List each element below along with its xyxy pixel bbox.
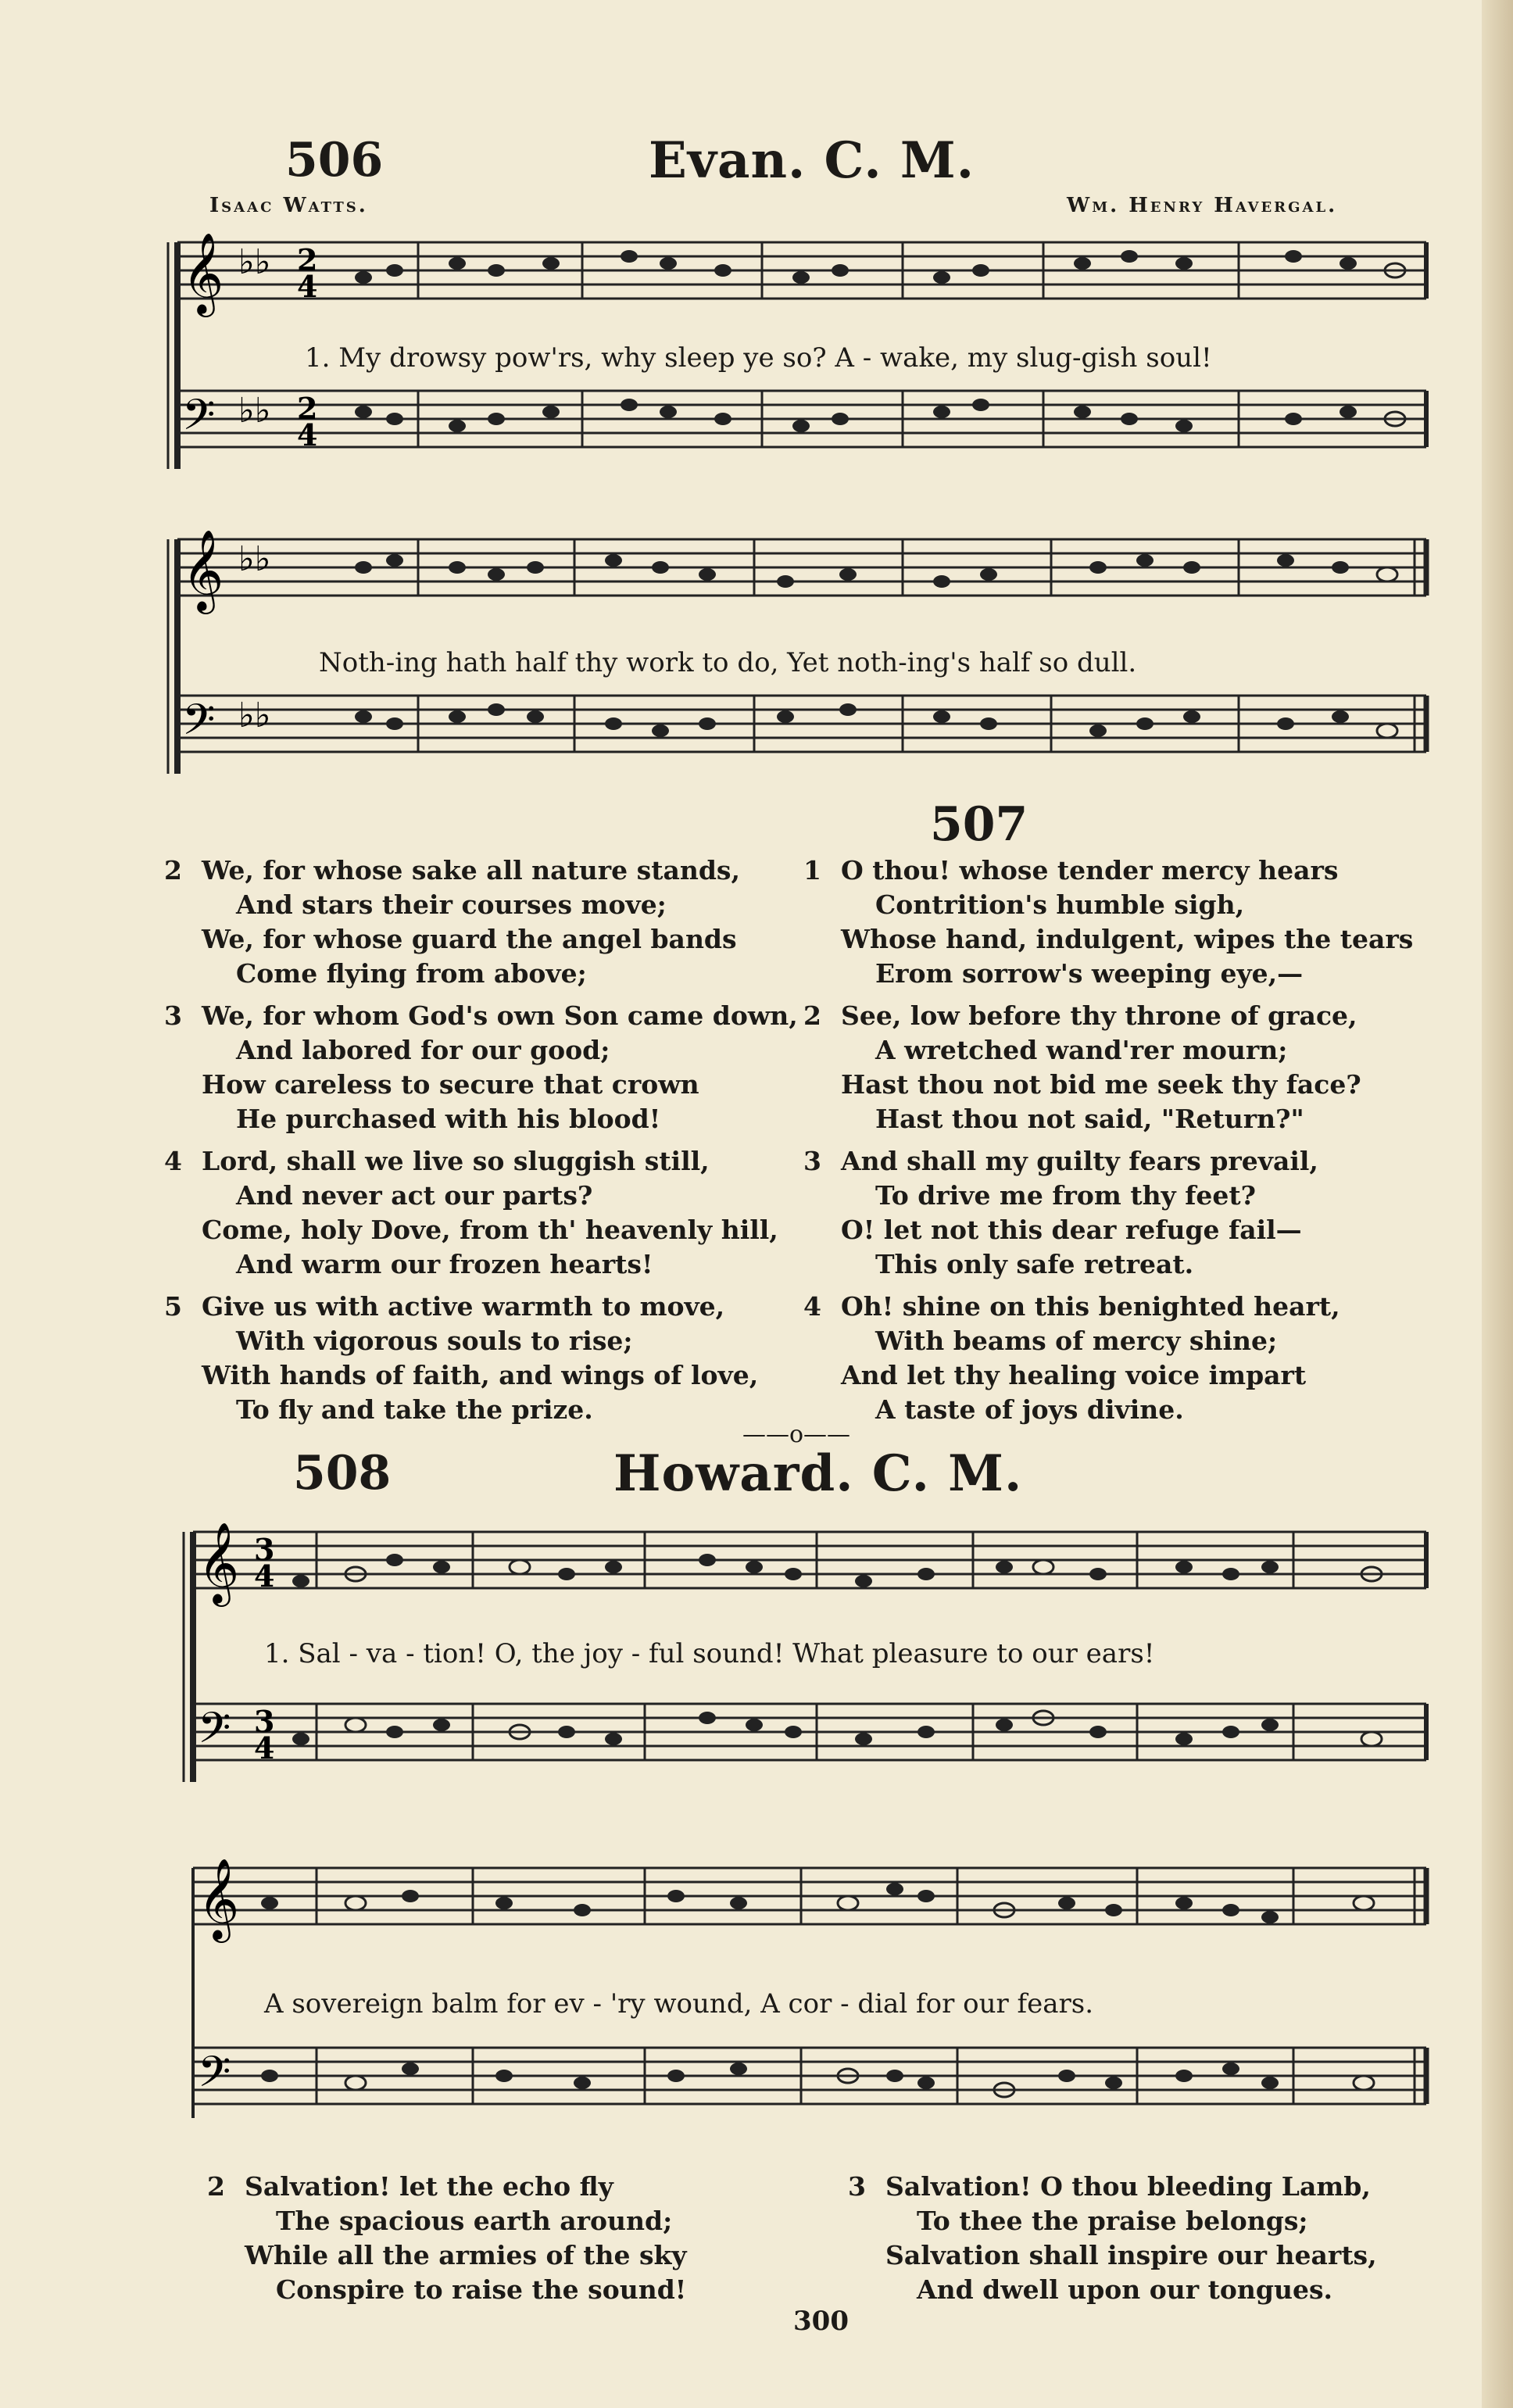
verse xyxy=(803,1290,1444,1427)
verse xyxy=(164,853,805,991)
svg-text:♭♭: ♭♭ xyxy=(238,242,271,282)
svg-text:2: 2 xyxy=(297,391,318,426)
verse-line: Salvation! let the echo fly xyxy=(245,2171,613,2202)
svg-text:𝄞: 𝄞 xyxy=(198,1522,240,1604)
svg-text:3: 3 xyxy=(254,1532,275,1567)
svg-text:2: 2 xyxy=(297,242,318,277)
verse-line: To fly and take the prize. xyxy=(236,1394,593,1425)
verse-line: Erom sorrow's weeping eye,— xyxy=(875,958,1304,989)
hymn-507-number: 507 xyxy=(930,797,1028,852)
hymn-506-author: Isaac Watts. xyxy=(209,194,368,217)
verse-line: Conspire to raise the sound! xyxy=(276,2274,687,2305)
hymn-506-lyric-line-1: 1. My drowsy pow'rs, why sleep ye so? A - wake, my slug-gish soul! xyxy=(305,342,1212,374)
svg-text:♭♭: ♭♭ xyxy=(238,391,271,431)
verse-number: 2 xyxy=(803,1000,821,1031)
verse xyxy=(848,2170,1442,2307)
page-edge xyxy=(1482,0,1513,2408)
svg-text:𝄢: 𝄢 xyxy=(198,2047,231,2107)
verse-line: Hast thou not bid me seek thy face? xyxy=(841,1069,1361,1100)
hymn-506-composer: Wm. Henry Havergal. xyxy=(1067,194,1338,217)
verse-line: The spacious earth around; xyxy=(276,2206,673,2236)
verse xyxy=(207,2170,801,2307)
verse-line: How careless to secure that crown xyxy=(202,1069,699,1100)
verse-line: And let thy healing voice impart xyxy=(841,1360,1307,1390)
verse-line: A wretched wand'rer mourn; xyxy=(875,1035,1288,1065)
verse-line: Come flying from above; xyxy=(236,958,587,989)
verse-number: 4 xyxy=(164,1146,182,1176)
verse-line: And never act our parts? xyxy=(236,1180,593,1211)
svg-text:4: 4 xyxy=(254,1730,275,1766)
verse-number: 3 xyxy=(164,1000,182,1031)
verse-number: 4 xyxy=(803,1291,821,1322)
hymn-508-title: Howard. C. M. xyxy=(613,1444,1023,1503)
verse-number: 1 xyxy=(803,855,821,886)
hymn-508-lyric-line-1: 1. Sal - va - tion! O, the joy - ful sound! What pleasure to our ears! xyxy=(264,1638,1155,1669)
svg-text:♭♭: ♭♭ xyxy=(238,696,271,735)
hymn-506-title: Evan. C. M. xyxy=(649,131,975,190)
verse-line: With vigorous souls to rise; xyxy=(236,1326,633,1356)
svg-text:4: 4 xyxy=(297,269,318,304)
verse xyxy=(803,853,1444,991)
verse-number: 2 xyxy=(164,855,182,886)
hymn-506-verses xyxy=(164,853,805,1435)
verse-line: Hast thou not said, "Return?" xyxy=(875,1104,1304,1134)
hymn-507-verses xyxy=(803,853,1444,1435)
svg-text:3: 3 xyxy=(254,1704,275,1739)
verse-line: Oh! shine on this benighted heart, xyxy=(841,1291,1340,1322)
verse-line: O! let not this dear refuge fail— xyxy=(841,1215,1302,1245)
svg-text:𝄞: 𝄞 xyxy=(182,232,224,314)
verse-number: 3 xyxy=(803,1146,821,1176)
svg-text:𝄞: 𝄞 xyxy=(198,1858,240,1940)
svg-text:4: 4 xyxy=(297,417,318,453)
hymn-508-lyric-line-2: A sovereign balm for ev - 'ry wound, A cor - dial for our fears. xyxy=(264,1988,1094,2020)
verse-line: And dwell upon our tongues. xyxy=(917,2274,1333,2305)
verse-line: While all the armies of the sky xyxy=(245,2240,687,2270)
verse-line: He purchased with his blood! xyxy=(236,1104,661,1134)
verse-line: A taste of joys divine. xyxy=(875,1394,1184,1425)
verse xyxy=(164,999,805,1136)
verse xyxy=(803,1144,1444,1282)
verse-line: And shall my guilty fears prevail, xyxy=(841,1146,1318,1176)
verse-line: And stars their courses move; xyxy=(236,889,667,920)
verse-line: See, low before thy throne of grace, xyxy=(841,1000,1357,1031)
verse-line: This only safe retreat. xyxy=(875,1249,1194,1279)
svg-text:♭♭: ♭♭ xyxy=(238,539,271,579)
verse-line: Salvation shall inspire our hearts, xyxy=(885,2240,1377,2270)
verse xyxy=(164,1144,805,1282)
hymn-508-verses-left xyxy=(207,2170,801,2315)
verse-line: And warm our frozen hearts! xyxy=(236,1249,653,1279)
verse-line: With hands of faith, and wings of love, xyxy=(202,1360,759,1390)
verse-line: We, for whose guard the angel bands xyxy=(202,924,737,954)
verse xyxy=(803,999,1444,1136)
verse xyxy=(164,1290,805,1427)
verse-line: We, for whose sake all nature stands, xyxy=(202,855,740,886)
svg-text:𝄢: 𝄢 xyxy=(198,1703,231,1763)
verse-line: Salvation! O thou bleeding Lamb, xyxy=(885,2171,1371,2202)
verse-line: Give us with active warmth to move, xyxy=(202,1291,725,1322)
verse-line: To drive me from thy feet? xyxy=(875,1180,1256,1211)
verse-number: 5 xyxy=(164,1291,182,1322)
section-separator: ——o—— xyxy=(742,1421,851,1448)
verse-line: Contrition's humble sigh, xyxy=(875,889,1245,920)
verse-line: Come, holy Dove, from th' heavenly hill, xyxy=(202,1215,778,1245)
verse-number: 3 xyxy=(848,2171,866,2202)
hymn-506-lyric-line-2: Noth-ing hath half thy work to do, Yet noth-ing's half so dull. xyxy=(319,647,1137,678)
hymn-506-number: 506 xyxy=(285,133,384,188)
verse-line: Lord, shall we live so sluggish still, xyxy=(202,1146,710,1176)
svg-text:4: 4 xyxy=(254,1558,275,1594)
verse-line: O thou! whose tender mercy hears xyxy=(841,855,1339,886)
verse-line: To thee the praise belongs; xyxy=(917,2206,1308,2236)
hymn-508-number: 508 xyxy=(293,1446,392,1501)
hymn-508-verses-right xyxy=(848,2170,1442,2315)
verse-number: 2 xyxy=(207,2171,225,2202)
verse-line: Whose hand, indulgent, wipes the tears xyxy=(841,924,1414,954)
svg-text:𝄞: 𝄞 xyxy=(182,529,224,611)
verse-line: We, for whom God's own Son came down, xyxy=(202,1000,798,1031)
page-number: 300 xyxy=(793,2306,849,2337)
svg-text:𝄢: 𝄢 xyxy=(182,695,216,755)
svg-text:𝄢: 𝄢 xyxy=(182,390,216,450)
verse-line: And labored for our good; xyxy=(236,1035,610,1065)
verse-line: With beams of mercy shine; xyxy=(875,1326,1278,1356)
